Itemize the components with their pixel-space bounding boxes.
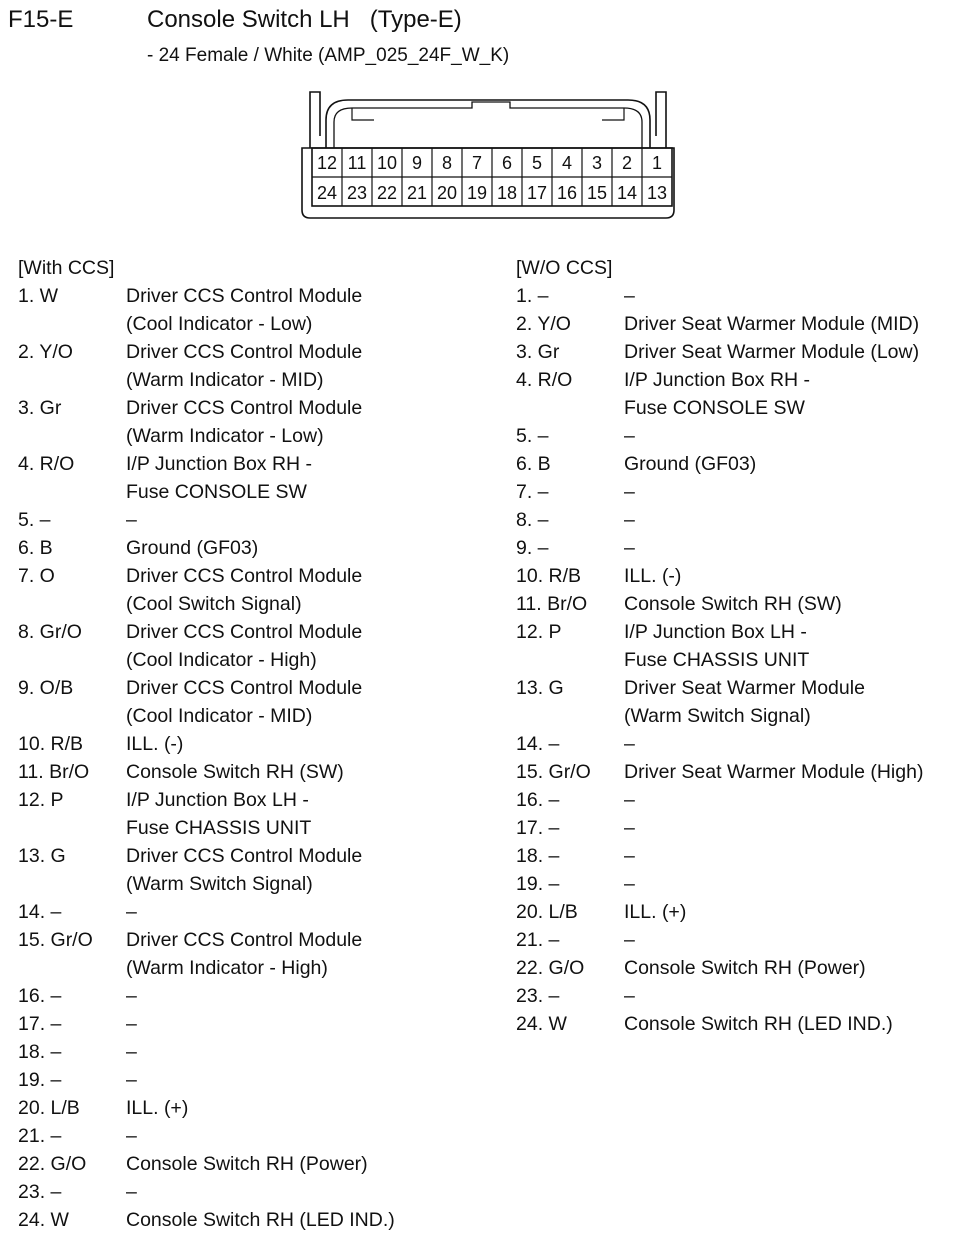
- pin-description-line: ILL. (-): [624, 565, 682, 587]
- pin-row: [18, 1150, 395, 1178]
- pin-description-line: Console Switch RH (LED IND.): [624, 1013, 893, 1035]
- pin-description: [126, 730, 183, 758]
- pin-description-line: Fuse CONSOLE SW: [624, 397, 805, 419]
- pin-wire: 8. Gr/O: [18, 621, 82, 643]
- pin-description: [624, 674, 865, 730]
- pin-description: [126, 842, 362, 898]
- pin-description-line: –: [126, 1041, 137, 1063]
- pin-wire: 8. –: [516, 509, 549, 531]
- pin-description: [624, 310, 919, 338]
- pin-description-line: Driver CCS Control Module: [126, 565, 363, 587]
- pin-description-line: I/P Junction Box LH -: [624, 621, 807, 643]
- pin-row: [18, 338, 395, 394]
- pin-number: 16: [556, 183, 578, 203]
- pin-description: [624, 338, 919, 366]
- pin-row: [516, 842, 923, 870]
- pin-number: 4: [561, 153, 573, 173]
- pin-row: [18, 562, 395, 618]
- pin-description-line: I/P Junction Box RH -: [126, 453, 313, 475]
- pin-row: [18, 1122, 395, 1150]
- pin-wire: 14. –: [516, 733, 560, 755]
- wo-ccs-pin-list: [516, 282, 923, 1038]
- pin-description-line: Driver CCS Control Module: [126, 621, 363, 643]
- pin-description-line: Fuse CHASSIS UNIT: [126, 817, 312, 839]
- pin-description-line: Console Switch RH (SW): [126, 761, 344, 783]
- pin-description: [624, 870, 635, 898]
- pin-wire: 20. L/B: [18, 1097, 80, 1119]
- pin-description-line: –: [624, 789, 635, 811]
- pin-wire: 19. –: [516, 873, 560, 895]
- pin-wire: 15. Gr/O: [18, 929, 93, 951]
- pin-wire: 11. Br/O: [18, 761, 90, 783]
- pin-description-line: Driver Seat Warmer Module: [624, 677, 865, 699]
- pin-description: [126, 338, 362, 394]
- pin-description-line: Driver CCS Control Module: [126, 341, 363, 363]
- pin-wire: 23. –: [18, 1181, 62, 1203]
- pin-number: 20: [436, 183, 458, 203]
- pin-description-line: –: [126, 1069, 137, 1091]
- pin-row: [516, 422, 923, 450]
- pin-row: [18, 450, 395, 506]
- pin-description-line: –: [624, 733, 635, 755]
- pin-wire: 17. –: [516, 817, 560, 839]
- pin-wire: 13. G: [516, 677, 564, 699]
- pin-description: [624, 506, 635, 534]
- pin-description-line: Driver CCS Control Module: [126, 929, 363, 951]
- pin-wire: 22. G/O: [516, 957, 585, 979]
- with-ccs-pin-list: [18, 282, 395, 1234]
- pin-row: [18, 842, 395, 898]
- pin-description: [126, 1066, 137, 1094]
- pin-wire: 1. W: [18, 285, 59, 307]
- pin-description-line: I/P Junction Box RH -: [624, 369, 811, 391]
- pin-row: [18, 1038, 395, 1066]
- pin-number: 7: [471, 153, 483, 173]
- pin-wire: 4. R/O: [18, 453, 75, 475]
- pin-wire: 18. –: [18, 1041, 62, 1063]
- pin-row: [18, 1066, 395, 1094]
- pin-number: 2: [621, 153, 633, 173]
- pin-wire: 12. P: [18, 789, 64, 811]
- pin-row: [18, 394, 395, 450]
- pin-wire: 3. Gr: [516, 341, 560, 363]
- pin-wire: 21. –: [516, 929, 560, 951]
- pin-description-line: ILL. (+): [624, 901, 687, 923]
- pin-description-line: Console Switch RH (Power): [126, 1153, 368, 1175]
- pin-description: [126, 506, 137, 534]
- pin-row: [18, 506, 395, 534]
- pin-wire: 23. –: [516, 985, 560, 1007]
- pin-description: [624, 898, 686, 926]
- connector-subtitle: - 24 Female / White (AMP_025_24F_W_K): [147, 45, 510, 66]
- pin-wire: 10. R/B: [516, 565, 582, 587]
- pin-description-line: –: [126, 985, 137, 1007]
- pin-wire: 7. O: [18, 565, 55, 587]
- pin-number: 10: [376, 153, 398, 173]
- pin-row: [18, 758, 395, 786]
- pin-description: [624, 954, 866, 982]
- pin-description-line: –: [126, 1181, 137, 1203]
- pin-description: [624, 758, 923, 786]
- pin-description-line: –: [624, 845, 635, 867]
- connector-face: [300, 90, 680, 222]
- pin-row: [516, 506, 923, 534]
- pin-row: [516, 562, 923, 590]
- wo-ccs-section: [516, 254, 923, 1038]
- pin-description-line: –: [624, 817, 635, 839]
- pin-wire: 1. –: [516, 285, 549, 307]
- pin-row: [516, 814, 923, 842]
- pin-description-line: –: [126, 509, 137, 531]
- pin-row: [18, 926, 395, 982]
- pin-description: [624, 842, 635, 870]
- pin-row: [516, 366, 923, 422]
- pin-row: [516, 898, 923, 926]
- pin-description-line: (Warm Indicator - Low): [126, 425, 324, 447]
- pin-description-line: Ground (GF03): [126, 537, 259, 559]
- pin-description-line: (Warm Indicator - High): [126, 957, 328, 979]
- pin-row: [516, 478, 923, 506]
- pin-description: [126, 674, 362, 730]
- pin-row: [516, 982, 923, 1010]
- pin-row: [18, 1010, 395, 1038]
- pin-wire: 24. W: [18, 1209, 69, 1231]
- pin-description: [126, 534, 258, 562]
- pin-row: [516, 1010, 923, 1038]
- pin-number: 3: [591, 153, 603, 173]
- pin-row: [18, 786, 395, 842]
- pin-description: [126, 1122, 137, 1150]
- pin-row: [516, 310, 923, 338]
- pin-description-line: –: [624, 425, 635, 447]
- pin-description: [126, 1094, 188, 1122]
- pin-description: [126, 618, 362, 674]
- pin-description-line: –: [624, 509, 635, 531]
- pin-row: [516, 618, 923, 674]
- pin-description: [126, 282, 362, 338]
- pin-number: 17: [526, 183, 548, 203]
- with-ccs-heading: [With CCS]: [18, 257, 115, 279]
- pin-number: 6: [501, 153, 513, 173]
- pin-description: [126, 898, 137, 926]
- pin-row: [516, 786, 923, 814]
- pin-wire: 12. P: [516, 621, 562, 643]
- pin-number: 18: [496, 183, 518, 203]
- pin-wire: 2. Y/O: [516, 313, 571, 335]
- pin-description-line: –: [126, 1125, 137, 1147]
- pin-description-line: Console Switch RH (SW): [624, 593, 842, 615]
- pin-wire: 17. –: [18, 1013, 62, 1035]
- pin-wire: 21. –: [18, 1125, 62, 1147]
- pin-row: [18, 282, 395, 338]
- pin-row: [516, 926, 923, 954]
- pin-description: [126, 1178, 137, 1206]
- pin-row: [18, 982, 395, 1010]
- pin-description: [624, 1010, 893, 1038]
- pin-wire: 16. –: [516, 789, 560, 811]
- pin-description: [126, 562, 362, 618]
- pin-description: [126, 786, 311, 842]
- pin-description: [126, 1150, 368, 1178]
- pin-number: 1: [651, 153, 663, 173]
- pin-wire: 16. –: [18, 985, 62, 1007]
- pin-description-line: (Warm Switch Signal): [126, 873, 313, 895]
- pin-description-line: –: [126, 901, 137, 923]
- pin-row: [516, 730, 923, 758]
- pin-wire: 9. O/B: [18, 677, 74, 699]
- pin-wire: 2. Y/O: [18, 341, 73, 363]
- pin-description: [624, 730, 635, 758]
- pin-description: [624, 450, 756, 478]
- pin-description: [126, 758, 344, 786]
- pin-description: [624, 422, 635, 450]
- pin-description: [624, 982, 635, 1010]
- pin-wire: 3. Gr: [18, 397, 62, 419]
- pin-description: [126, 450, 312, 506]
- pin-row: [516, 870, 923, 898]
- pin-description-line: Driver CCS Control Module: [126, 285, 363, 307]
- pin-wire: 19. –: [18, 1069, 62, 1091]
- pin-wire: 15. Gr/O: [516, 761, 591, 783]
- pin-description: [126, 1038, 137, 1066]
- pin-description: [624, 534, 635, 562]
- pin-description: [126, 1206, 395, 1234]
- pin-description-line: ILL. (+): [126, 1097, 189, 1119]
- pin-description-line: I/P Junction Box LH -: [126, 789, 309, 811]
- pin-row: [516, 338, 923, 366]
- pin-description-line: Driver Seat Warmer Module (Low): [624, 341, 920, 363]
- pin-description: [624, 926, 635, 954]
- pin-description-line: (Cool Indicator - Low): [126, 313, 313, 335]
- pin-description-line: (Cool Indicator - High): [126, 649, 317, 671]
- pin-number: 14: [616, 183, 638, 203]
- connector-code: F15-E: [8, 6, 74, 33]
- pin-description-line: –: [624, 985, 635, 1007]
- pin-description-line: (Cool Switch Signal): [126, 593, 302, 615]
- pin-number: 22: [376, 183, 398, 203]
- pin-description: [624, 562, 681, 590]
- pin-row: [18, 1094, 395, 1122]
- pin-description-line: Driver Seat Warmer Module (MID): [624, 313, 920, 335]
- pin-number: 8: [441, 153, 453, 173]
- pin-description: [126, 926, 362, 982]
- pin-description-line: –: [624, 929, 635, 951]
- pin-number: 24: [316, 183, 338, 203]
- pin-description: [126, 394, 362, 450]
- pin-row: [18, 618, 395, 674]
- pin-description-line: Driver Seat Warmer Module (High): [624, 761, 924, 783]
- pin-row: [516, 674, 923, 730]
- pin-description-line: –: [624, 537, 635, 559]
- pin-number: 13: [646, 183, 668, 203]
- pin-row: [516, 282, 923, 310]
- pin-number: 15: [586, 183, 608, 203]
- pin-description: [624, 590, 842, 618]
- pin-wire: 5. –: [516, 425, 549, 447]
- pin-row: [18, 1206, 395, 1234]
- pin-wire: 13. G: [18, 845, 66, 867]
- pin-description-line: (Warm Switch Signal): [624, 705, 811, 727]
- pin-wire: 20. L/B: [516, 901, 578, 923]
- pin-row: [516, 534, 923, 562]
- pin-description-line: –: [624, 873, 635, 895]
- pin-description-line: Driver CCS Control Module: [126, 845, 363, 867]
- pin-wire: 22. G/O: [18, 1153, 87, 1175]
- pin-wire: 4. R/O: [516, 369, 573, 391]
- pin-description-line: (Cool Indicator - MID): [126, 705, 313, 727]
- pin-description: [126, 982, 137, 1010]
- pin-description: [624, 814, 635, 842]
- pin-row: [18, 898, 395, 926]
- pin-description-line: Fuse CONSOLE SW: [126, 481, 307, 503]
- pin-row: [516, 450, 923, 478]
- pin-description-line: ILL. (-): [126, 733, 184, 755]
- pin-description-line: Ground (GF03): [624, 453, 757, 475]
- pin-number: 9: [411, 153, 423, 173]
- pin-description-line: Console Switch RH (LED IND.): [126, 1209, 395, 1231]
- page-title: Console Switch LH (Type-E): [147, 6, 462, 33]
- pin-description: [126, 1010, 137, 1038]
- pin-description-line: Driver CCS Control Module: [126, 677, 363, 699]
- connector-diagram: [300, 90, 680, 227]
- pin-description: [624, 478, 635, 506]
- pin-number: 12: [316, 153, 338, 173]
- pin-wire: 10. R/B: [18, 733, 84, 755]
- pin-description: [624, 366, 810, 422]
- pin-number: 11: [347, 153, 367, 173]
- pin-description: [624, 618, 809, 674]
- pin-row: [18, 534, 395, 562]
- with-ccs-section: [18, 254, 395, 1234]
- pin-wire: 5. –: [18, 509, 51, 531]
- pin-description-line: (Warm Indicator - MID): [126, 369, 324, 391]
- wo-ccs-heading: [W/O CCS]: [516, 257, 613, 279]
- pin-row: [18, 730, 395, 758]
- pin-description-line: –: [624, 285, 635, 307]
- pin-wire: 18. –: [516, 845, 560, 867]
- pin-wire: 9. –: [516, 537, 549, 559]
- pin-description-line: Console Switch RH (Power): [624, 957, 866, 979]
- pin-wire: 14. –: [18, 901, 62, 923]
- pin-description-line: –: [126, 1013, 137, 1035]
- pin-wire: 11. Br/O: [516, 593, 588, 615]
- pin-description: [624, 786, 635, 814]
- pin-description-line: –: [624, 481, 635, 503]
- pin-row: [516, 954, 923, 982]
- pin-row: [516, 590, 923, 618]
- pin-description-line: Driver CCS Control Module: [126, 397, 363, 419]
- pin-number: 5: [531, 153, 543, 173]
- pin-description: [624, 282, 635, 310]
- pin-row: [516, 758, 923, 786]
- pin-wire: 6. B: [516, 453, 551, 475]
- pin-wire: 24. W: [516, 1013, 567, 1035]
- pin-wire: 6. B: [18, 537, 53, 559]
- pin-description-line: Fuse CHASSIS UNIT: [624, 649, 810, 671]
- pin-number: 21: [406, 183, 428, 203]
- pin-number: 23: [346, 183, 368, 203]
- pin-row: [18, 1178, 395, 1206]
- pin-number: 19: [466, 183, 488, 203]
- pin-row: [18, 674, 395, 730]
- pin-wire: 7. –: [516, 481, 549, 503]
